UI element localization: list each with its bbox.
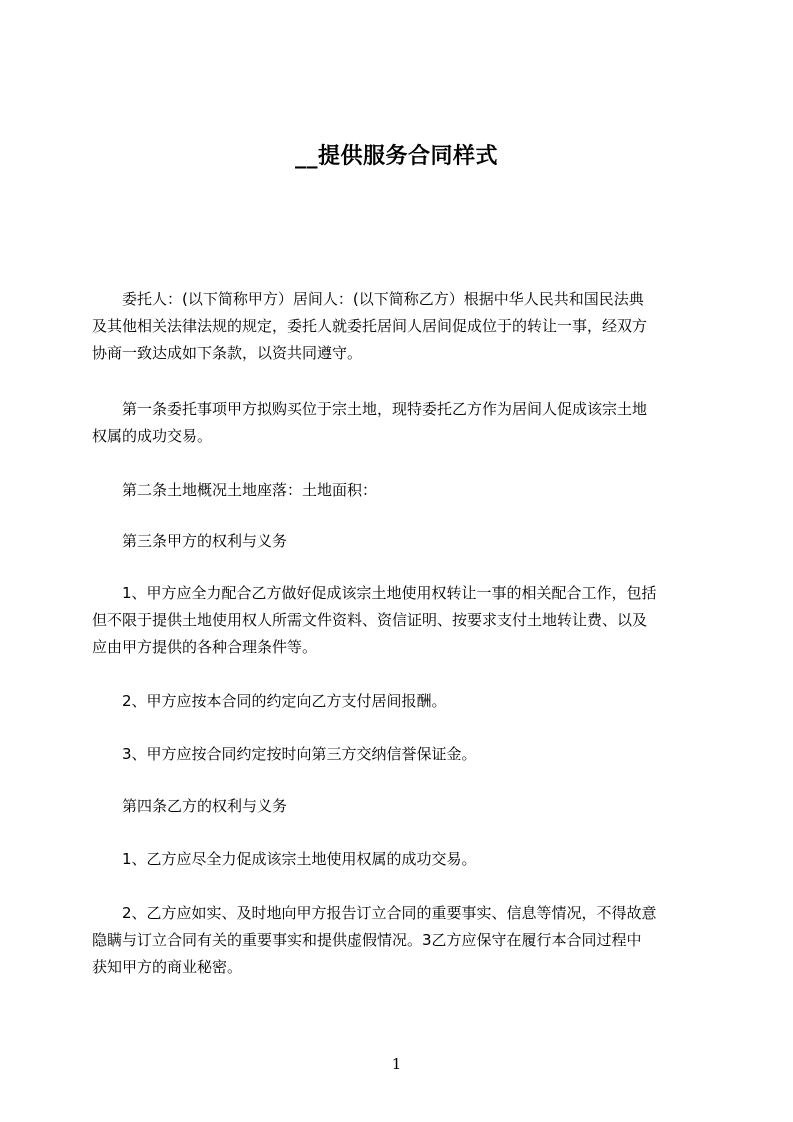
page-number: 1 [391,1055,402,1073]
paragraph-line: 隐瞒与订立合同有关的重要事实和提供虚假情况。3乙方应保守在履行本合同过程中 [92,931,642,949]
paragraph-line: 及其他相关法律法规的规定，委托人就委托居间人居间促成位于的转让一事，经双方 [92,317,648,335]
paragraph-line: 第二条土地概况土地座落：土地面积： [92,481,378,499]
paragraph-line: 第四条乙方的权利与义务 [92,797,288,815]
paragraph-article-3-item-3 [92,741,710,768]
paragraph-line: 1、乙方应尽全力促成该宗土地使用权属的成功交易。 [92,850,477,868]
paragraph-article-2 [92,477,710,504]
paragraph-article-3-item-2 [92,688,710,715]
paragraph-article-1 [92,396,710,450]
paragraph-line: 3、甲方应按合同约定按时向第三方交纳信誉保证金。 [92,745,477,763]
paragraph-line: 权属的成功交易。 [92,427,213,445]
paragraph-line: 应由甲方提供的各种合理条件等。 [92,638,318,656]
paragraph-article-4-item-1 [92,846,710,873]
paragraph-article-3-item-1 [92,580,710,661]
paragraph-line: 但不限于提供土地使用权人所需文件资料、资信证明、按要求支付土地转让费、以及 [92,611,648,629]
paragraph-article-4-item-2 [92,900,710,981]
document-title: __提供服务合同样式 [294,144,498,169]
paragraph-line: 1、甲方应全力配合乙方做好促成该宗土地使用权转让一事的相关配合工作，包括 [92,584,657,602]
paragraph-article-3-heading [92,528,710,555]
paragraph-line: 委托人：(以下简称甲方）居间人：(以下简称乙方）根据中华人民共和国民法典 [92,290,644,308]
paragraph-line: 2、甲方应按本合同的约定向乙方支付居间报酬。 [92,692,447,710]
paragraph-intro [92,286,710,367]
paragraph-line: 第三条甲方的权利与义务 [92,532,288,550]
paragraph-article-4-heading [92,793,710,820]
paragraph-line: 获知甲方的商业秘密。 [92,958,243,976]
paragraph-line: 2、乙方应如实、及时地向甲方报告订立合同的重要事实、信息等情况，不得故意 [92,904,657,922]
paragraph-line: 协商一致达成如下条款，以资共同遵守。 [92,344,363,362]
paragraph-line: 第一条委托事项甲方拟购买位于宗土地，现特委托乙方作为居间人促成该宗土地 [92,400,648,418]
